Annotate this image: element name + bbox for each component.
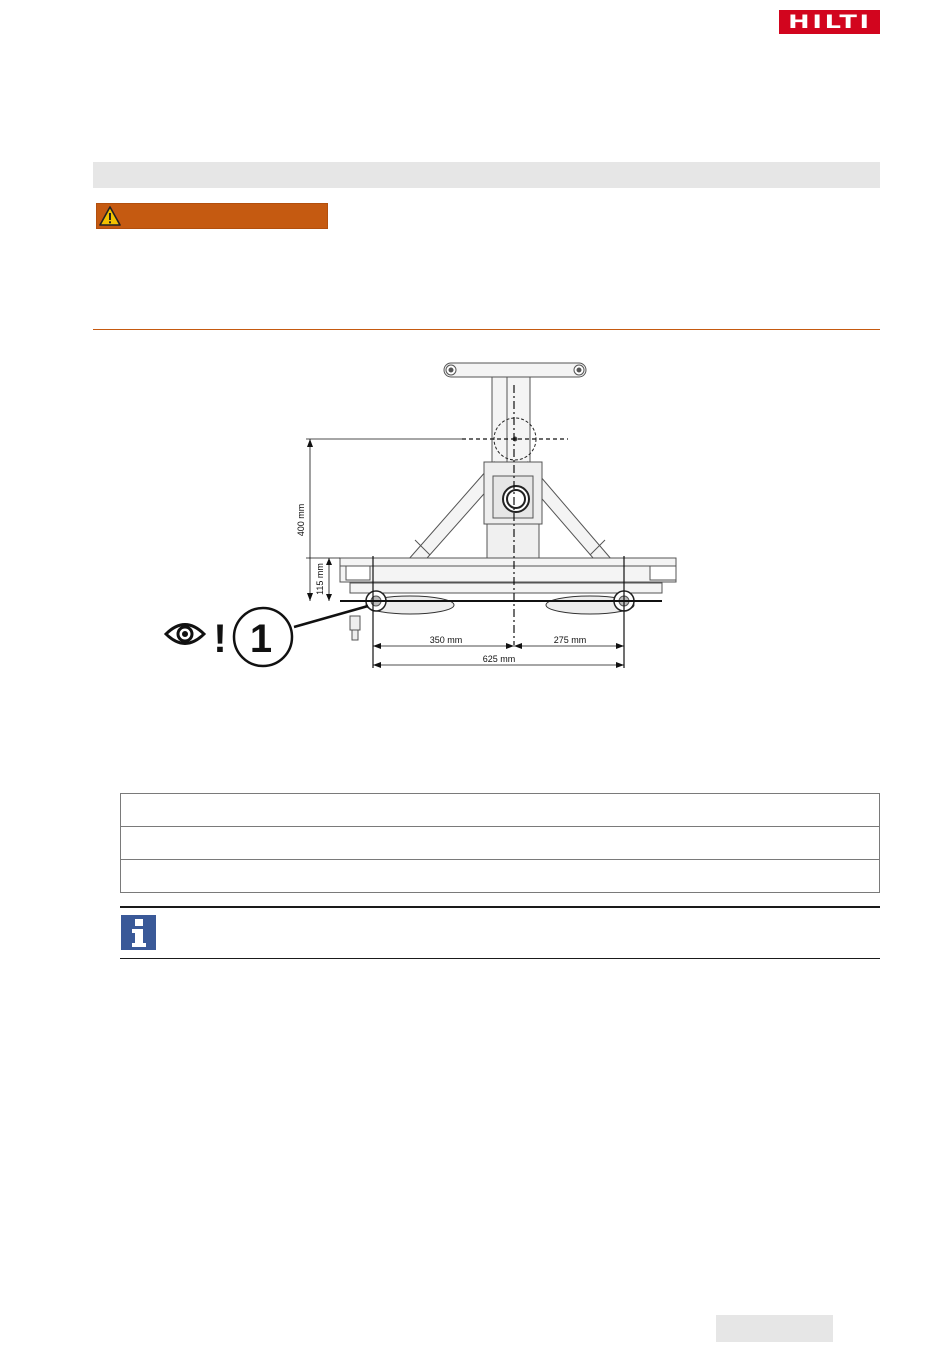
top-handle-bar [444,363,586,377]
note-bottom-rule [120,958,880,959]
dim-label-400: 400 mm [296,503,306,537]
base-frame [340,558,676,582]
tripod-dimension-drawing [160,352,700,674]
logo-text: HILTI [787,11,872,33]
warning-divider [93,329,880,330]
spec-table [120,793,880,893]
dim-label-275: 275 mm [553,635,587,645]
warning-triangle-icon [97,204,123,228]
callout-number: 1 [249,617,273,661]
table-cell [121,827,880,860]
section-heading-bar [93,162,880,188]
dim-label-625: 625 mm [482,654,516,664]
dim-label-350: 350 mm [429,635,463,645]
table-cell [121,860,880,893]
note-top-rule [120,906,880,908]
callout-1 [234,608,292,666]
table-row [121,794,880,827]
info-icon [121,915,156,950]
attention-mark: ! [213,617,227,661]
hilti-logo [779,10,880,34]
table-row [121,860,880,893]
eye-icon [166,625,204,644]
warning-label [96,203,328,229]
dim-label-115: 115 mm [315,563,325,595]
table-row [121,827,880,860]
page-number-box [716,1315,833,1342]
vertical-column [492,377,530,462]
table-cell [121,794,880,827]
